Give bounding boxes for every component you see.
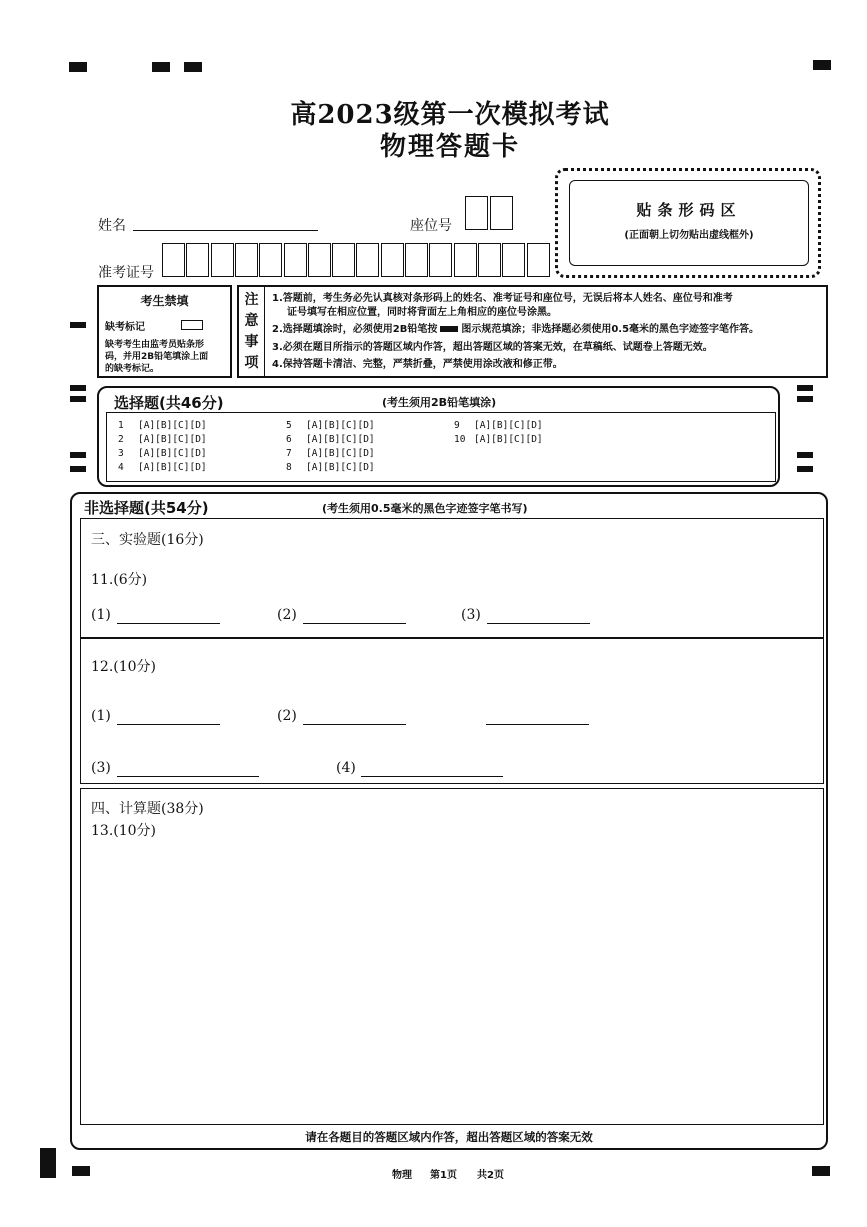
registration-mark-bottom-right xyxy=(812,1166,830,1176)
name-field[interactable] xyxy=(133,230,318,231)
absent-note-1: 缺考考生由监考员贴条形 xyxy=(105,340,205,350)
notes-heading-char: 项 xyxy=(244,355,259,371)
exam-id-digit-box[interactable] xyxy=(235,243,258,277)
exam-id-digit-box[interactable] xyxy=(381,243,404,277)
exam-id-digit-box[interactable] xyxy=(527,243,550,277)
q12-blank-3-label: (3) xyxy=(91,760,111,776)
question-11-label: 11.(6分) xyxy=(91,572,148,588)
exam-id-digit-box[interactable] xyxy=(332,243,355,277)
q12-blank-1-label: (1) xyxy=(91,708,111,724)
q11-blank-2[interactable] xyxy=(303,623,406,624)
footer-subject: 物理 xyxy=(392,1170,412,1181)
absent-note-2: 码，并用2B铅笔填涂上面 xyxy=(105,352,209,362)
registration-mark-left-2 xyxy=(70,385,86,391)
choice-question-row[interactable] xyxy=(454,434,543,445)
registration-mark-bottom-left xyxy=(72,1166,90,1176)
choice-question-number: 5 xyxy=(286,420,292,431)
name-label: 姓名 xyxy=(98,218,126,234)
question-13-panel[interactable] xyxy=(80,788,824,1125)
seat-digit-box-1[interactable] xyxy=(465,196,488,230)
choice-options[interactable]: [A][B][C][D] xyxy=(306,448,375,459)
q12-blank-2-label: (2) xyxy=(277,708,297,724)
exam-id-digit-box[interactable] xyxy=(211,243,234,277)
choice-question-row[interactable] xyxy=(118,462,207,473)
note-2-suffix: 图示规范填涂；非选择题必须使用0.5毫米的黑色字迹签字笔作答。 xyxy=(461,324,760,335)
note-2-prefix: 2.选择题填涂时，必须使用2B铅笔按 xyxy=(272,324,438,335)
notes-heading xyxy=(239,287,265,376)
note-4: 4.保持答题卡清洁、完整，严禁折叠，严禁使用涂改液和修正带。 xyxy=(272,359,563,370)
absent-title: 考生禁填 xyxy=(140,294,189,308)
exam-id-digit-box[interactable] xyxy=(284,243,307,277)
choice-options[interactable]: [A][B][C][D] xyxy=(474,434,543,445)
registration-mark-left-5 xyxy=(70,466,86,472)
registration-mark-right-3 xyxy=(797,452,813,458)
choice-question-row[interactable] xyxy=(286,434,375,445)
q11-blank-2-label: (2) xyxy=(277,607,297,623)
absent-note-3: 的缺考标记。 xyxy=(105,364,160,374)
question-13-label: 13.(10分) xyxy=(91,823,157,839)
choice-options[interactable]: [A][B][C][D] xyxy=(138,420,207,431)
note-1b: 证号填写在相应位置，同时将背面左上角相应的座位号涂黑。 xyxy=(287,307,557,318)
absent-mark-bubble[interactable] xyxy=(181,320,203,330)
barcode-title: 贴条形码区 xyxy=(636,201,742,219)
choice-options[interactable]: [A][B][C][D] xyxy=(138,434,207,445)
footer-page: 第1页 xyxy=(430,1170,457,1181)
exam-id-digit-box[interactable] xyxy=(405,243,428,277)
registration-mark-left-3 xyxy=(70,396,86,402)
footer-total: 共2页 xyxy=(477,1170,504,1181)
choice-options[interactable]: [A][B][C][D] xyxy=(138,462,207,473)
choice-options[interactable]: [A][B][C][D] xyxy=(306,434,375,445)
choice-question-row[interactable] xyxy=(454,420,543,431)
note-1: 1.答题前，考生务必先认真核对条形码上的姓名、准考证号和座位号，无误后将本人姓名、座位号和准考 xyxy=(272,293,733,304)
exam-id-digit-box[interactable] xyxy=(502,243,525,277)
choice-title: 选择题(共46分) xyxy=(114,394,224,412)
exam-id-digit-box[interactable] xyxy=(478,243,501,277)
notes-heading-char: 意 xyxy=(244,313,259,329)
exam-id-digit-box[interactable] xyxy=(454,243,477,277)
nonchoice-instruction: (考生须用0.5毫米的黑色字迹签字笔书写) xyxy=(322,502,528,515)
nonchoice-title: 非选择题(共54分) xyxy=(84,499,209,517)
registration-mark-bottom-left-large xyxy=(40,1148,56,1178)
q12-blank-4[interactable] xyxy=(361,776,503,777)
choice-question-number: 4 xyxy=(118,462,124,473)
registration-mark-left-1 xyxy=(70,322,86,328)
choice-question-number: 7 xyxy=(286,448,292,459)
choice-question-number: 2 xyxy=(118,434,124,445)
choice-question-row[interactable] xyxy=(118,434,207,445)
notes-heading-char: 注 xyxy=(244,292,259,308)
choice-question-row[interactable] xyxy=(118,448,207,459)
registration-mark-right-1 xyxy=(797,385,813,391)
choice-question-row[interactable] xyxy=(286,448,375,459)
notes-section xyxy=(237,285,828,378)
absent-section xyxy=(97,285,232,378)
note-3: 3.必须在题目所指示的答题区域内作答，超出答题区域的答案无效，在草稿纸、试题卷上答题无效。 xyxy=(272,342,713,353)
q12-blank-4-label: (4) xyxy=(336,760,356,776)
choice-options[interactable]: [A][B][C][D] xyxy=(474,420,543,431)
choice-question-row[interactable] xyxy=(118,420,207,431)
choice-question-number: 8 xyxy=(286,462,292,473)
exam-id-digit-box[interactable] xyxy=(308,243,331,277)
calculation-section-title: 四、计算题(38分) xyxy=(91,801,204,817)
barcode-subtitle: (正面朝上切勿贴出虚线框外) xyxy=(624,230,754,241)
choice-options[interactable]: [A][B][C][D] xyxy=(306,462,375,473)
choice-options[interactable]: [A][B][C][D] xyxy=(306,420,375,431)
note-2 xyxy=(272,323,759,337)
exam-id-digit-box[interactable] xyxy=(429,243,452,277)
registration-mark-top-left xyxy=(69,62,87,72)
q11-blank-1-label: (1) xyxy=(91,607,111,623)
question-12-label: 12.(10分) xyxy=(91,659,157,675)
filled-bubble-icon xyxy=(440,326,458,332)
notes-heading-char: 事 xyxy=(244,334,259,350)
answer-area-warning: 请在各题目的答题区域内作答，超出答题区域的答案无效 xyxy=(305,1130,593,1144)
choice-question-number: 9 xyxy=(454,420,460,431)
exam-id-digit-box[interactable] xyxy=(186,243,209,277)
choice-question-number: 3 xyxy=(118,448,124,459)
q12-blank-1[interactable] xyxy=(117,724,220,725)
experiment-section-title: 三、实验题(16分) xyxy=(91,532,204,548)
choice-question-number: 6 xyxy=(286,434,292,445)
q11-blank-1[interactable] xyxy=(117,623,220,624)
choice-instruction: (考生须用2B铅笔填涂) xyxy=(382,396,497,409)
registration-mark-top-mid2 xyxy=(184,62,202,72)
answer-sheet-title: 物理答题卡 xyxy=(379,132,520,162)
q12-blank-2[interactable] xyxy=(303,724,406,725)
registration-mark-left-4 xyxy=(70,452,86,458)
absent-mark-label: 缺考标记 xyxy=(105,322,145,333)
seat-digit-box-2[interactable] xyxy=(490,196,513,230)
barcode-area[interactable] xyxy=(569,180,809,266)
exam-id-digit-box[interactable] xyxy=(356,243,379,277)
q12-blank-2b[interactable] xyxy=(486,724,589,725)
question-11-panel[interactable] xyxy=(80,518,824,638)
exam-id-digit-box[interactable] xyxy=(162,243,185,277)
registration-mark-top-right xyxy=(813,60,831,70)
exam-id-digit-box[interactable] xyxy=(259,243,282,277)
exam-id-label: 准考证号 xyxy=(98,265,154,281)
choice-question-number: 10 xyxy=(454,434,466,445)
q11-blank-3-label: (3) xyxy=(461,607,481,623)
choice-options[interactable]: [A][B][C][D] xyxy=(138,448,207,459)
choice-question-row[interactable] xyxy=(286,420,375,431)
exam-title: 高2023级第一次模拟考试 xyxy=(290,100,610,130)
registration-mark-right-2 xyxy=(797,396,813,402)
q11-blank-3[interactable] xyxy=(487,623,590,624)
q12-blank-3[interactable] xyxy=(117,776,259,777)
registration-mark-right-4 xyxy=(797,466,813,472)
question-12-panel[interactable] xyxy=(80,638,824,784)
choice-question-number: 1 xyxy=(118,420,124,431)
seat-label: 座位号 xyxy=(410,218,452,234)
choice-question-row[interactable] xyxy=(286,462,375,473)
registration-mark-top-mid1 xyxy=(152,62,170,72)
